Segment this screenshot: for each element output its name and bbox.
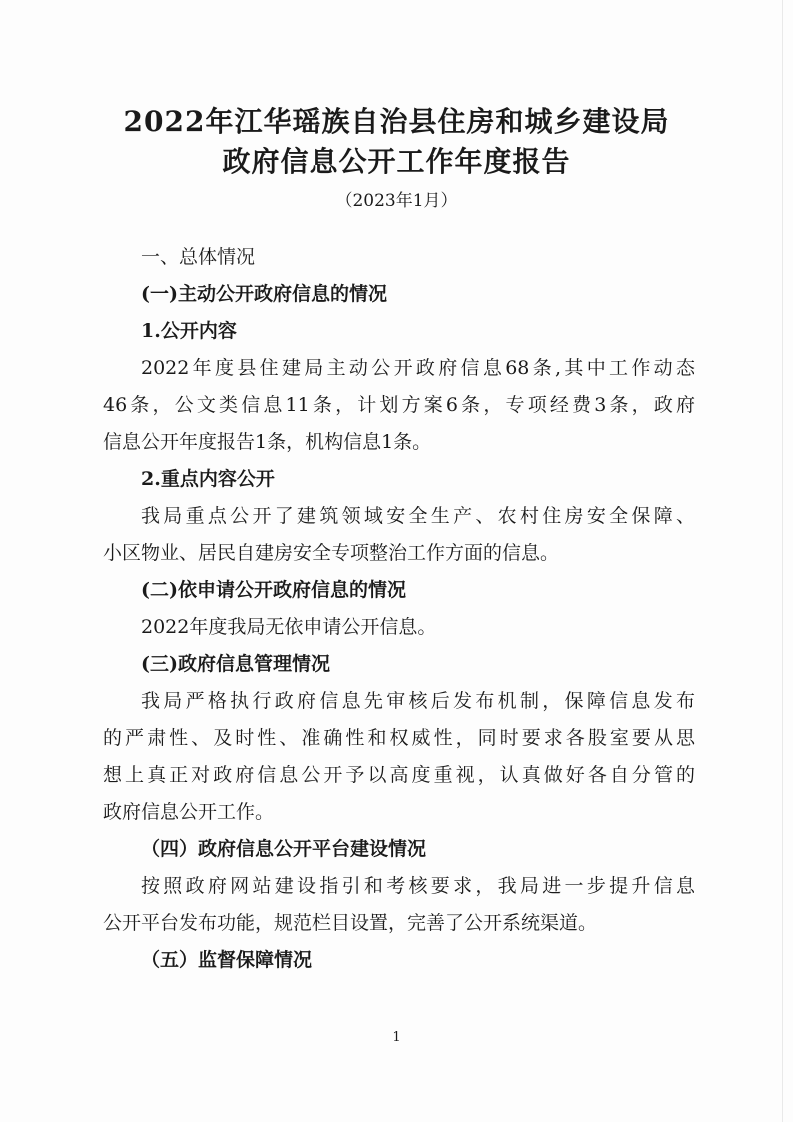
paragraph-line: 2022年度我局无依申请公开信息。 xyxy=(141,616,437,638)
document-date: （2023年1月） xyxy=(335,191,458,211)
paragraph-line: 2022年度县住建局主动公开政府信息68条,其中工作动态 xyxy=(141,357,695,379)
paragraph-line: 我局严格执行政府信息先审核后发布机制，保障信息发布 xyxy=(141,690,695,712)
subsection-heading: （五）监督保障情况 xyxy=(141,949,313,971)
item-heading: 1.公开内容 xyxy=(141,320,237,342)
paragraph-line: 政府信息公开工作。 xyxy=(103,801,275,823)
paragraph-line: 公开平台发布功能，规范栏目设置，完善了公开系统渠道。 xyxy=(103,912,598,934)
subsection-heading: (二)依申请公开政府信息的情况 xyxy=(141,579,406,601)
paragraph-line: 信息公开年度报告1条，机构信息1条。 xyxy=(103,431,432,453)
paragraph-line: 46条，公文类信息11条，计划方案6条，专项经费3条，政府 xyxy=(103,394,695,416)
page-number: 1 xyxy=(392,1030,401,1045)
subsection-heading: (一)主动公开政府信息的情况 xyxy=(141,283,387,305)
scan-edge-line xyxy=(782,0,783,1122)
paragraph-line: 小区物业、居民自建房安全专项整治工作方面的信息。 xyxy=(103,542,560,564)
subsection-heading: (三)政府信息管理情况 xyxy=(141,653,330,675)
document-body xyxy=(103,244,695,973)
paragraph-line: 我局重点公开了建筑领域安全生产、农村住房安全保障、 xyxy=(141,505,695,527)
section-heading: 一、总体情况 xyxy=(141,246,256,268)
paragraph-line: 的严肃性、及时性、准确性和权威性，同时要求各股室要从思 xyxy=(103,727,695,749)
item-heading: 2.重点内容公开 xyxy=(141,468,275,490)
document-title-line2: 政府信息公开工作年度报告 xyxy=(222,145,571,178)
paragraph-line: 按照政府网站建设指引和考核要求，我局进一步提升信息 xyxy=(141,875,695,897)
document-title-line1: 2022年江华瑶族自治县住房和城乡建设局 xyxy=(123,105,670,138)
subsection-heading: （四）政府信息公开平台建设情况 xyxy=(141,838,427,860)
paragraph-line: 想上真正对政府信息公开予以高度重视，认真做好各自分管的 xyxy=(103,764,695,786)
